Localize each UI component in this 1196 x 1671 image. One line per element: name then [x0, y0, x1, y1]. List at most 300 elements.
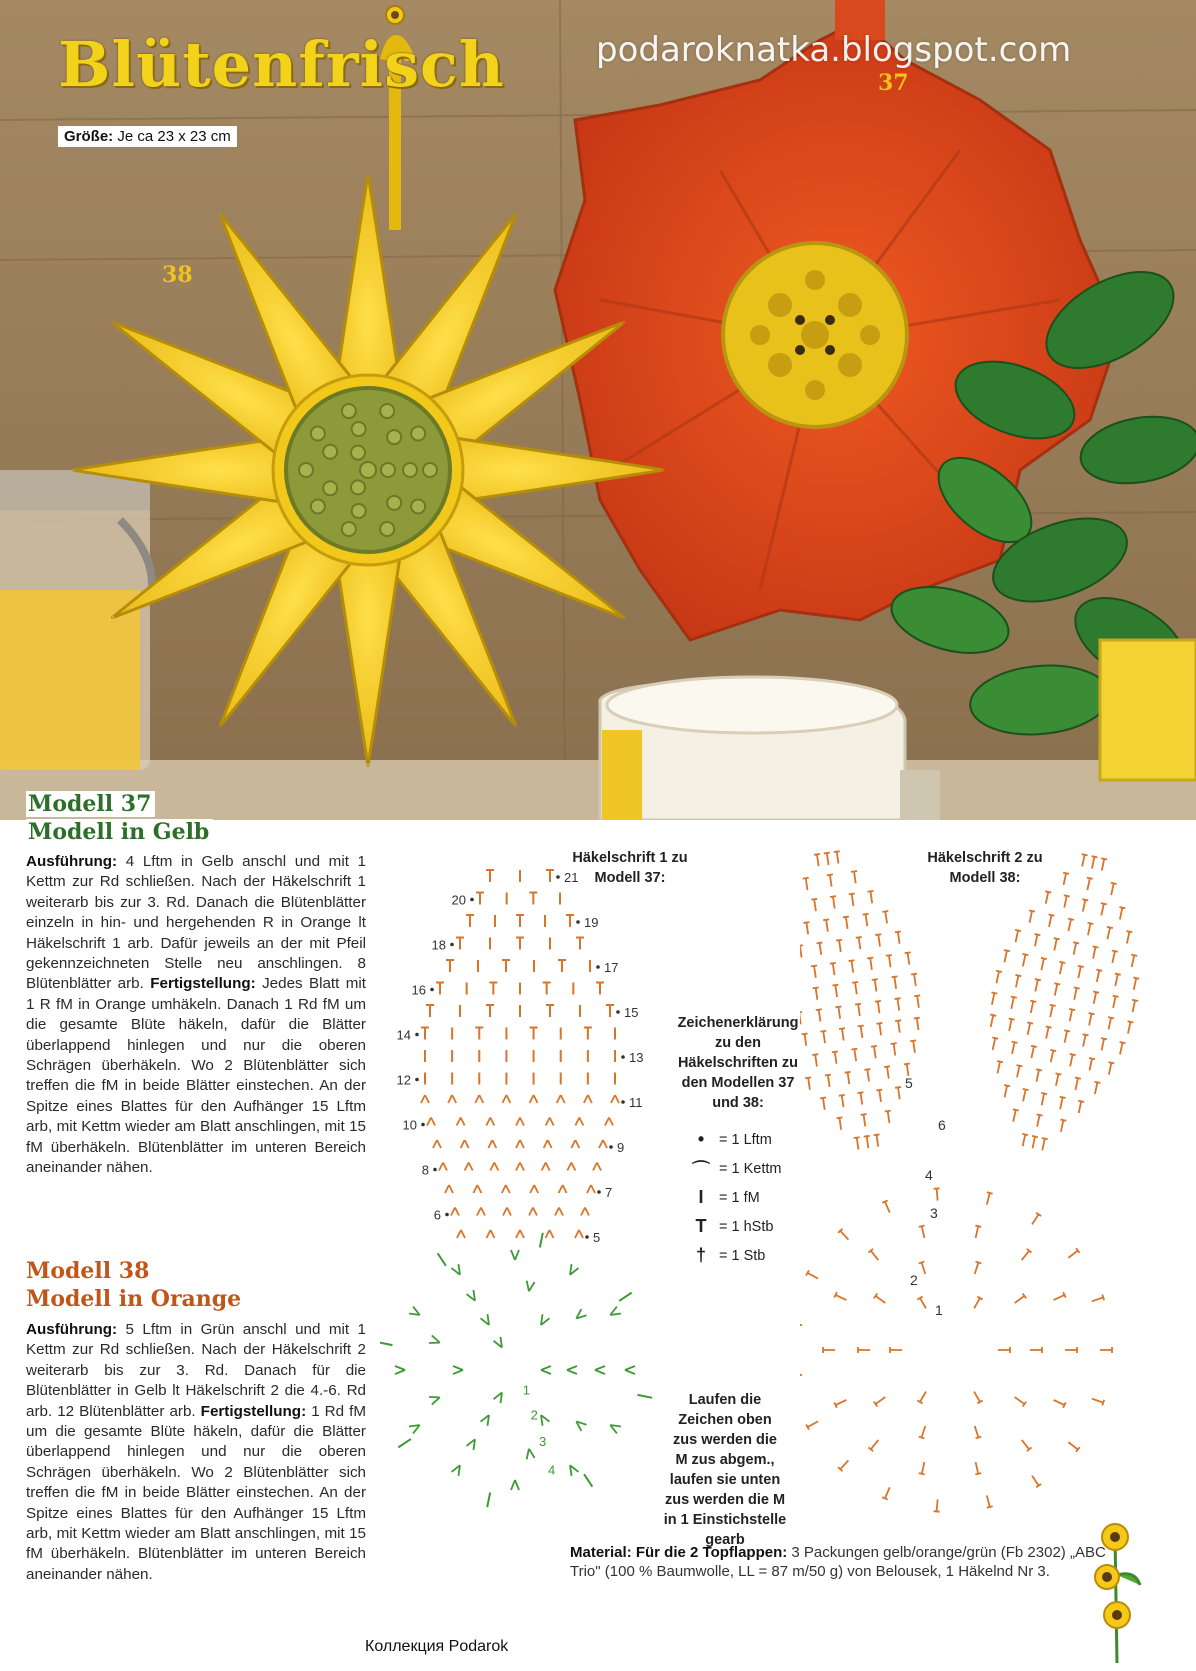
plant-pot	[1100, 640, 1196, 780]
chart-stitch-mark	[1037, 1115, 1039, 1127]
chart-stitch-mark	[800, 945, 803, 946]
chart-stitch-mark	[1016, 931, 1018, 943]
chart-stitch-mark	[567, 1163, 575, 1171]
chart-stitch-mark	[845, 1072, 851, 1073]
double-crochet-icon: †	[695, 1245, 706, 1265]
chart-stitch-mark	[813, 987, 819, 988]
chart-stitch-mark	[934, 1499, 941, 1511]
chart-stitch-mark	[852, 982, 858, 983]
chart-stitch-mark	[611, 1095, 619, 1103]
chart-chain-dot	[470, 898, 474, 902]
chart-stitch-mark	[584, 1095, 592, 1103]
chart-stitch-mark	[1070, 1054, 1076, 1055]
chart-stitch-mark	[837, 852, 839, 864]
size-label: Größe:	[64, 128, 114, 145]
chart-stitch-mark	[886, 955, 892, 956]
chart-stitch-mark	[538, 1413, 550, 1426]
note-line: laufen sie unten	[669, 1472, 781, 1488]
chart-stitch-mark	[874, 1134, 880, 1135]
chart-stitch-mark	[842, 1095, 844, 1107]
chart-stitch-mark	[864, 1114, 866, 1126]
chart-row-label: 6	[938, 1117, 946, 1133]
chart-chain-dot	[415, 1078, 419, 1082]
chart-stitch-mark	[1035, 979, 1041, 980]
chart-stitch-mark	[1042, 1139, 1044, 1151]
chart-stitch-mark	[1073, 942, 1079, 943]
legend-row-chain	[663, 1125, 813, 1154]
chart-stitch-mark	[849, 894, 855, 895]
chart-chain-dot	[616, 1010, 620, 1014]
chart-stitch-mark	[1101, 903, 1107, 904]
chart-stitch-mark	[843, 917, 849, 918]
chart-row-label: 7	[605, 1185, 613, 1200]
chart-stitch-mark	[891, 976, 897, 977]
model38-heading-1: Modell 38	[26, 1258, 150, 1284]
chart-stitch-mark	[858, 1004, 860, 1016]
chart2-title-line2: Modell 38:	[949, 870, 1021, 886]
chart-stitch-mark	[991, 992, 997, 993]
chart-row-label: 4	[548, 1462, 556, 1478]
chart-stitch-mark	[1013, 1110, 1015, 1122]
chart-stitch-mark	[868, 1438, 880, 1451]
chart-stitch-mark	[1113, 996, 1115, 1008]
chart-stitch-mark	[1102, 859, 1104, 871]
chart-stitch-mark	[919, 1425, 928, 1438]
model37-execution-label: Ausführung:	[26, 853, 118, 870]
legend-title-4: den Modellen 37	[681, 1075, 795, 1091]
chart-stitch-mark	[898, 1087, 900, 1099]
seed	[360, 462, 376, 478]
chart-stitch-mark	[876, 1023, 882, 1024]
chart-stitch-mark	[996, 971, 1002, 972]
chart-stitch-mark	[1030, 911, 1032, 923]
chart-stitch-mark	[605, 1118, 613, 1126]
chart-stitch-mark	[817, 854, 819, 866]
chart-row-label: 20	[451, 892, 466, 908]
chart-stitch-mark	[868, 1249, 880, 1262]
chart-stitch-mark	[1083, 1034, 1089, 1035]
chart-stitch-mark	[453, 1366, 463, 1374]
chart-stitch-mark	[993, 1038, 995, 1050]
chart-stitch-mark	[1046, 892, 1048, 904]
chart-stitch-mark	[1013, 1293, 1026, 1305]
material-info	[570, 1543, 1110, 1581]
chart-stitch-mark	[1037, 1114, 1043, 1115]
chart-stitch-mark	[827, 853, 829, 865]
chart-stitch-mark	[1089, 1013, 1095, 1014]
chart-stitch-mark	[409, 1422, 422, 1434]
chart-stitch-mark	[820, 943, 822, 955]
chart-stitch-mark	[1115, 974, 1121, 975]
chart-stitch-mark	[1108, 1017, 1114, 1018]
chart-stitch-mark	[1004, 950, 1010, 951]
model38-instructions	[26, 1320, 366, 1585]
chart-stitch-mark	[832, 985, 838, 986]
chart-stitch-mark	[814, 899, 816, 911]
chart-stitch-mark	[895, 1087, 901, 1088]
chart-stitch-mark	[851, 871, 857, 872]
chart-stitch-mark	[1035, 934, 1041, 935]
chart-stitch-mark	[1119, 907, 1125, 908]
chart-stitch-mark	[516, 1118, 524, 1126]
chart-row-label: 11	[629, 1095, 643, 1110]
chart-stitch-mark	[1060, 1119, 1066, 1120]
chart-stitch-mark	[1045, 891, 1051, 892]
chart-chain-dot	[445, 1213, 449, 1217]
chart-stitch-mark	[546, 1230, 554, 1238]
chart-stitch-mark	[971, 1390, 982, 1403]
chart-row-label: 3	[539, 1434, 547, 1449]
chart-stitch-mark	[800, 1372, 803, 1380]
watermark: podaroknatka.blogspot.com	[596, 30, 1072, 70]
chart-stitch-mark	[971, 1297, 982, 1310]
chart-stitch-mark	[835, 985, 837, 997]
material-text-3: Belousek, 1 Häkelnd Nr 3.	[875, 1563, 1050, 1580]
seed	[323, 481, 337, 495]
title-sunflower-ornament	[386, 6, 404, 24]
chart-stitch-mark	[997, 1061, 1003, 1062]
seed	[411, 427, 425, 441]
chart-chain-dot	[433, 1168, 437, 1172]
chart-stitch-mark	[1011, 996, 1017, 997]
chart-stitch-mark	[1064, 873, 1066, 885]
chart-stitch-mark	[525, 1281, 535, 1292]
single-crochet-icon: I	[698, 1187, 704, 1207]
chart-stitch-mark	[1052, 1292, 1065, 1303]
chart-stitch-mark	[1029, 910, 1035, 911]
half-double-crochet-icon: T	[695, 1216, 707, 1236]
chart-stitch-mark	[1088, 923, 1094, 924]
chart-stitch-mark	[875, 934, 881, 935]
chart-stitch-mark	[835, 1052, 837, 1064]
chart-stitch-mark	[1068, 919, 1070, 931]
chart-stitch-mark	[571, 1140, 579, 1148]
chart-stitch-mark	[848, 1072, 850, 1084]
chart-stitch-mark	[1056, 1073, 1062, 1074]
chart-stitch-mark	[800, 1320, 803, 1328]
legend-title-2: zu den	[715, 1035, 761, 1051]
chart-stitch-mark	[834, 1292, 847, 1303]
chart-stitch-mark	[858, 1347, 870, 1353]
chart-stitch-mark	[882, 911, 888, 912]
chart-stitch-mark	[1064, 895, 1070, 896]
chart-stitch-mark	[861, 1026, 863, 1038]
chart-arrow	[540, 1233, 543, 1248]
chart-stitch-mark	[1031, 1046, 1033, 1058]
chart-stitch-mark	[1067, 1248, 1080, 1260]
note-line: zus werden die	[673, 1432, 777, 1448]
chart-stitch-mark	[1004, 1085, 1010, 1086]
chart-stitch-mark	[1078, 966, 1080, 978]
chart-stitch-mark	[885, 911, 887, 923]
chart-stitch-mark	[919, 1262, 928, 1275]
chart-stitch-mark	[887, 1067, 889, 1079]
chart-stitch-mark	[1050, 1005, 1056, 1006]
chart-stitch-mark	[811, 899, 817, 900]
chart-stitch-mark	[1107, 927, 1113, 928]
chart-stitch-mark	[917, 996, 919, 1008]
chart-stitch-mark	[1087, 878, 1093, 879]
model-number-orange: 37	[878, 70, 909, 96]
chart-stitch-mark	[1035, 935, 1037, 947]
chart-stitch-mark	[894, 977, 896, 989]
chart-stitch-mark	[599, 1140, 607, 1148]
chart-stitch-mark	[908, 953, 910, 965]
note-line: Zeichen oben	[678, 1412, 772, 1428]
chart-stitch-mark	[858, 1026, 864, 1027]
chart-stitch-mark	[1128, 1022, 1130, 1034]
chart-stitch-mark	[830, 963, 836, 964]
legend-title-3: Häkelschriften zu	[677, 1055, 799, 1071]
chart-stitch-mark	[897, 999, 899, 1011]
seed	[311, 427, 325, 441]
chart-stitch-mark	[910, 1040, 916, 1041]
chart-stitch-mark	[836, 940, 842, 941]
chart-stitch-mark	[882, 1200, 892, 1213]
chart-stitch-mark	[874, 1293, 887, 1305]
chart-stitch-mark	[494, 1391, 506, 1404]
chart-stitch-mark	[854, 1137, 860, 1138]
chart-stitch-mark	[858, 1092, 864, 1093]
chart-stitch-mark	[429, 1394, 441, 1405]
chart-stitch-mark	[990, 1015, 996, 1016]
chart-chain-dot	[621, 1055, 625, 1059]
chart-stitch-mark	[488, 1140, 496, 1148]
chart-stitch-mark	[1019, 1438, 1031, 1451]
chart-stitch-mark	[1065, 1031, 1067, 1043]
chart-stitch-mark	[1088, 923, 1090, 935]
chart-stitch-mark	[878, 1001, 880, 1013]
chart-stitch-mark	[904, 1064, 910, 1065]
chart-stitch-mark	[567, 1264, 579, 1277]
chart2-title-line1: Häkelschrift 2 zu	[927, 850, 1043, 866]
chart-stitch-mark	[1012, 1042, 1018, 1043]
chart-stitch-mark	[1017, 1065, 1023, 1066]
chart-stitch-mark	[1023, 955, 1025, 967]
chart-stitch-mark	[876, 1090, 882, 1091]
chart-chain-dot	[430, 988, 434, 992]
chart-stitch-mark	[806, 1270, 819, 1281]
chart-stitch-mark	[851, 1049, 857, 1050]
chart-stitch-mark	[1120, 908, 1122, 920]
chart-stitch-mark	[439, 1163, 447, 1171]
model38-execution-label: Ausführung:	[26, 1321, 118, 1338]
chart-stitch-mark	[1009, 1018, 1015, 1019]
chart-stitch-mark	[1133, 1000, 1135, 1012]
chart-stitch-mark	[811, 965, 817, 966]
seed	[381, 463, 395, 477]
chart-stitch-mark	[816, 1009, 822, 1010]
chart-stitch-mark	[837, 1117, 843, 1118]
glass-jar	[0, 470, 152, 770]
chart-stitch-mark	[1028, 1023, 1030, 1035]
chart-stitch-mark	[1064, 896, 1066, 908]
chart-stitch-mark	[1012, 1042, 1014, 1054]
chart-arrow	[638, 1395, 653, 1398]
chart-stitch-mark	[1004, 951, 1006, 963]
chart-stitch-mark	[1091, 1295, 1104, 1305]
chart-stitch-mark	[824, 853, 830, 854]
chart-stitch-mark	[861, 1093, 863, 1105]
legend-row-single	[663, 1183, 813, 1212]
chart-stitch-mark	[541, 1366, 551, 1374]
seed	[342, 404, 356, 418]
chart-stitch-mark	[1009, 1019, 1011, 1031]
chart-stitch-mark	[1131, 955, 1137, 956]
chart-stitch-mark	[1023, 1089, 1029, 1090]
chart-stitch-mark	[1128, 1021, 1134, 1022]
chart-stitch-mark	[608, 1422, 621, 1434]
chart-row-label: 13	[629, 1050, 644, 1065]
chart-stitch-mark	[487, 1230, 495, 1238]
chart-stitch-mark	[911, 974, 917, 975]
chart-row-label: 1	[935, 1302, 943, 1318]
chart-stitch-mark	[581, 1208, 589, 1216]
chart-stitch-mark	[852, 894, 854, 906]
chart-row-label: 4	[925, 1167, 933, 1183]
chart-stitch-mark	[1005, 1086, 1007, 1098]
size-value: Je ca 23 x 23 cm	[117, 128, 231, 145]
chart-stitch-mark	[1102, 1039, 1104, 1051]
chart-stitch-mark	[1041, 958, 1043, 970]
chart-stitch-mark	[827, 874, 833, 875]
chart-stitch-mark	[972, 1425, 981, 1438]
chart-stitch-mark	[854, 871, 856, 883]
chart-stitch-mark	[1132, 955, 1134, 967]
chart-stitch-mark	[1082, 855, 1084, 867]
chart-chain-dot	[576, 920, 580, 924]
legend-label: = 1 Kettm	[719, 1160, 782, 1177]
seed	[351, 480, 365, 494]
legend-row-double	[663, 1241, 813, 1270]
model38-heading	[26, 1257, 241, 1313]
chart-stitch-mark	[991, 1015, 993, 1027]
chart-row-label: 12	[396, 1072, 411, 1088]
chart-stitch-mark	[608, 1307, 621, 1319]
chart-stitch-mark	[1127, 932, 1129, 944]
chart-stitch-mark	[1120, 1043, 1122, 1055]
chart-stitch-mark	[830, 896, 836, 897]
chart-stitch-mark	[516, 1140, 524, 1148]
chart-stitch-mark	[855, 1004, 861, 1005]
model37-heading-2: Modell in Gelb	[26, 819, 213, 845]
chart-stitch-mark	[870, 891, 872, 903]
chart-stitch-mark	[806, 1419, 819, 1430]
chart-stitch-mark	[1132, 1000, 1138, 1001]
chart-stitch-mark	[934, 1188, 941, 1200]
chart-chain-dot	[597, 1190, 601, 1194]
chart-stitch-mark	[1030, 1213, 1042, 1226]
chart-stitch-mark	[502, 1185, 510, 1193]
chart-row-label: 14	[396, 1027, 411, 1043]
chart-stitch-mark	[1097, 970, 1099, 982]
chart-stitch-mark	[452, 1463, 464, 1476]
chain-stitch-icon: •	[697, 1129, 705, 1149]
chart-stitch-mark	[529, 1208, 537, 1216]
chart-row-label: 17	[604, 960, 619, 975]
chart-stitch-mark	[1059, 962, 1065, 963]
legend-label: = 1 Stb	[719, 1247, 766, 1264]
chart-stitch-mark	[530, 1095, 538, 1103]
chart-stitch-mark	[833, 897, 835, 909]
chart-stitch-mark	[1051, 1050, 1053, 1062]
chart-stitch-mark	[919, 1461, 928, 1474]
chart-stitch-mark	[557, 1095, 565, 1103]
chart-stitch-mark	[427, 1118, 435, 1126]
material-text-2: (100 % Baumwolle, LL = 87 m/50 g) von	[604, 1563, 872, 1580]
chart-stitch-mark	[1015, 930, 1021, 931]
model37-heading	[26, 790, 213, 846]
chart-stitch-mark	[839, 940, 841, 952]
chart-stitch-mark	[1079, 1101, 1081, 1113]
chart-stitch-mark	[530, 1185, 538, 1193]
chart-stitch-mark	[834, 1397, 847, 1408]
chart-row-label: 5	[905, 1075, 913, 1091]
chart-stitch-mark	[905, 952, 911, 953]
chart-row-label: 5	[593, 1230, 601, 1245]
chart-stitch-mark	[1109, 1063, 1111, 1075]
chart-stitch-mark	[559, 1185, 567, 1193]
chart-stitch-mark	[1111, 883, 1117, 884]
chart-stitch-mark	[1015, 975, 1021, 976]
chart-stitch-mark	[465, 1163, 473, 1171]
chart-stitch-mark	[457, 1230, 465, 1238]
chart-stitch-mark	[503, 1208, 511, 1216]
chart-stitch-mark	[574, 1309, 587, 1322]
chart-stitch-mark	[1049, 914, 1055, 915]
chart-stitch-mark	[567, 1366, 577, 1374]
model38-execution-text: 5 Lftm in Grün anschl und mit 1 Kettm zur Rd schließen. Nach der Häkelschrift 2 weiterarb bis zur 3. Rd. Danach für die Blütenblätter in Gelb lt Häkelschrift 2 die 4.-6. Rd arb. 12 Blütenblätter arb.	[26, 1321, 366, 1420]
chart-stitch-mark	[1094, 1082, 1100, 1083]
chart-row-label: 1	[522, 1382, 531, 1398]
chart-stitch-mark	[1031, 1046, 1037, 1047]
legend-row-slip	[663, 1154, 813, 1183]
chart-stitch-mark	[1052, 1397, 1065, 1408]
chart-stitch-mark	[494, 1337, 506, 1350]
chart-stitch-mark	[1050, 1005, 1052, 1017]
model37-execution-text: 4 Lftm in Gelb anschl und mit 1 Kettm zur Rd schließen. Nach der Häkelschrift 1 weiterarb bis zur 3. Rd. Danach die Blütenblätter einzeln in hin- und hergehenden R in Orange lt Häkelschrift 1 arb. Dafür jeweils an der mit Pfeil gekennzeichneten Stelle neu anschlingen. 8 Blütenblätter arb.	[26, 853, 366, 993]
chart-stitch-mark	[1032, 1137, 1034, 1149]
chart-stitch-mark	[511, 1250, 519, 1260]
chart-stitch-mark	[819, 1010, 821, 1022]
chart-stitch-mark	[838, 1007, 840, 1019]
chart-stitch-mark	[856, 937, 862, 938]
chart-stitch-mark	[1101, 1038, 1107, 1039]
chart-stitch-mark	[1087, 878, 1089, 890]
chart-stitch-mark	[1023, 1134, 1025, 1146]
chart-stitch-mark	[575, 1118, 583, 1126]
chart-chain-dot	[609, 1145, 613, 1149]
chart-stitch-mark	[1112, 950, 1118, 951]
chart-stitch-mark	[1083, 1035, 1085, 1047]
chart-stitch-mark	[1060, 962, 1062, 974]
chart-stitch-mark	[823, 1098, 825, 1110]
chart-stitch-mark	[984, 1495, 993, 1508]
chart-arrow	[619, 1293, 632, 1301]
chart-stitch-mark	[814, 854, 820, 855]
legend-row-half-double	[663, 1212, 813, 1241]
legend-label: = 1 Lftm	[719, 1131, 772, 1148]
chart-stitch-mark	[409, 1307, 422, 1319]
chart-stitch-mark	[1078, 1101, 1084, 1102]
note-line: M zus abgem.,	[675, 1452, 775, 1468]
chart-stitch-mark	[828, 1075, 830, 1087]
chart-stitch-mark	[1036, 1070, 1038, 1082]
chart-stitch-mark	[914, 995, 920, 996]
model38-finishing-label: Fertigstellung:	[200, 1402, 307, 1420]
chart-row-label: 6	[433, 1207, 441, 1223]
chart-stitch-mark	[826, 920, 828, 932]
